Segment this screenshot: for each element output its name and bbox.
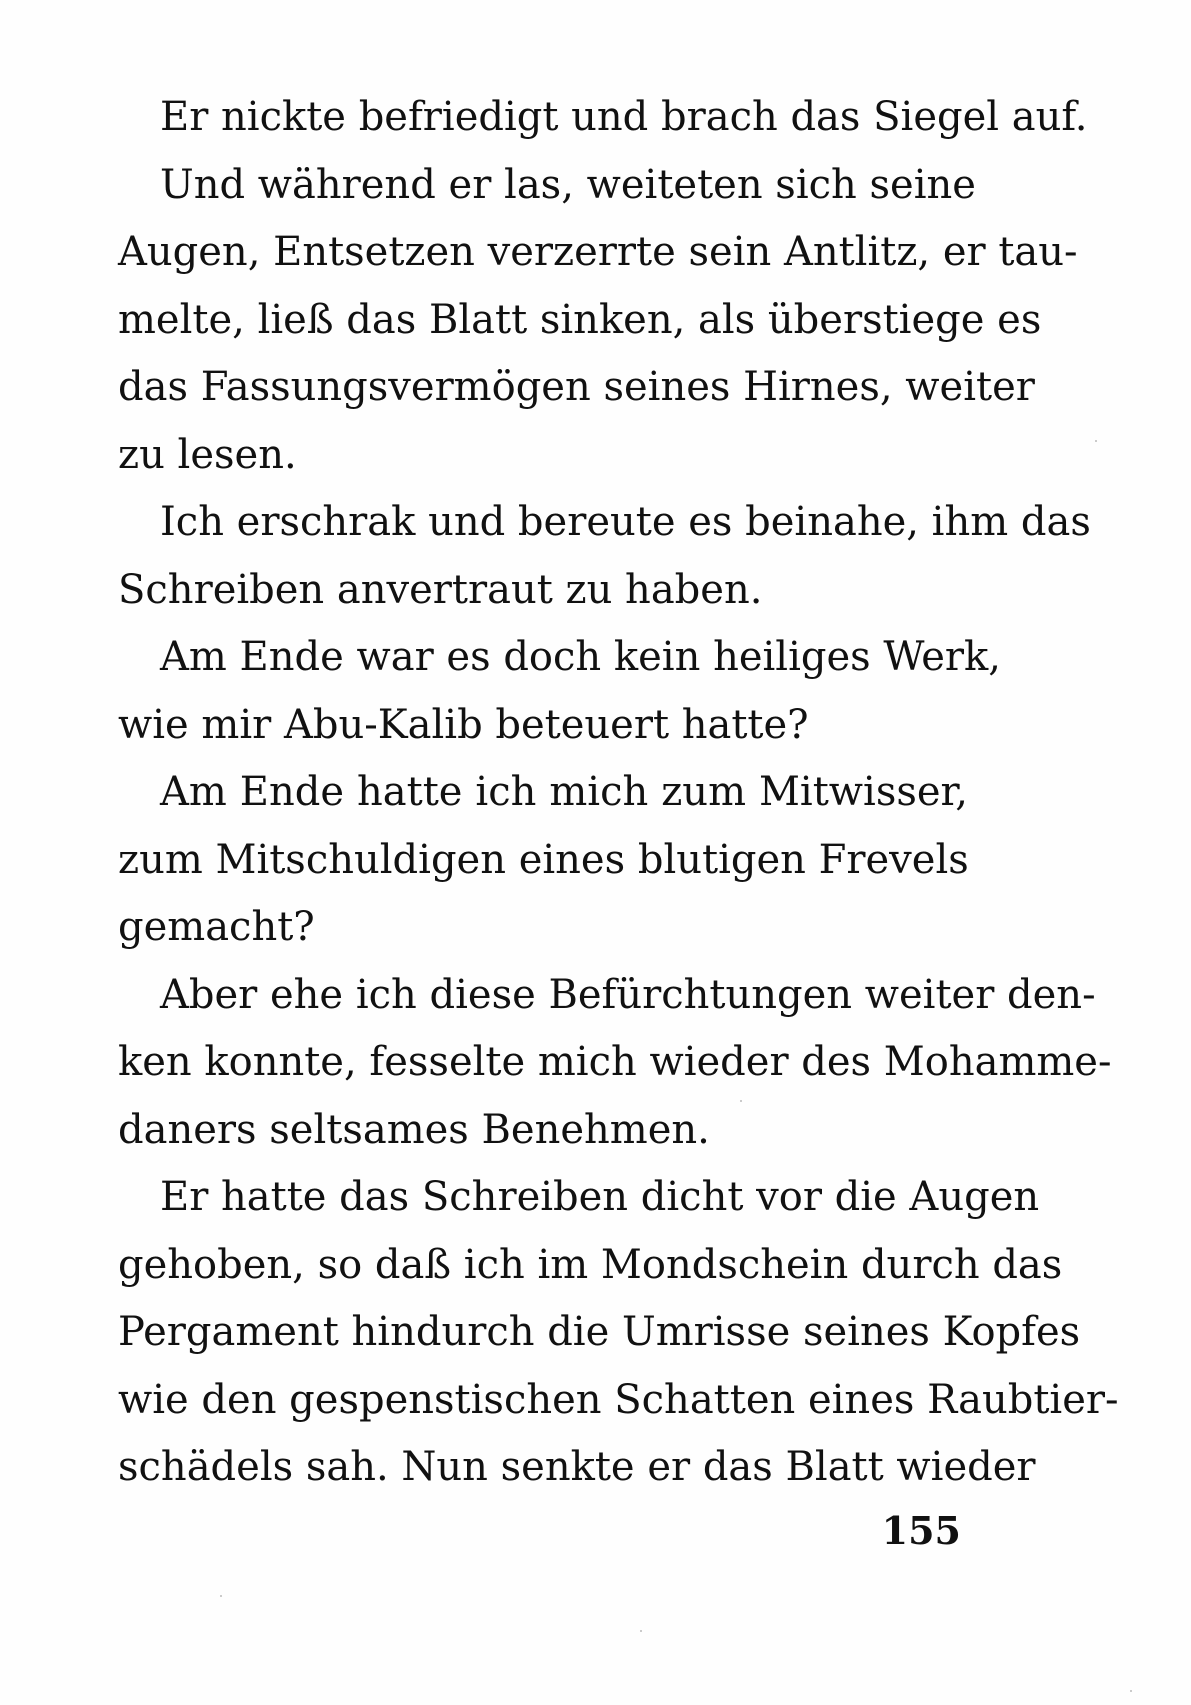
text-line: wie mir Abu-Kalib beteuert hatte? (118, 701, 809, 748)
paper-speck (1130, 1690, 1132, 1692)
page-number: 155 (881, 1508, 961, 1553)
text-line: Augen, Entsetzen verzerrte sein Antlitz, er tau- (118, 229, 1078, 275)
text-line: Am Ende war es doch kein heiliges Werk, (160, 634, 1001, 680)
paper-speck (740, 1100, 742, 1102)
text-line: Ich erschrak und bereute es beinahe, ihm das (160, 499, 1091, 545)
paper-speck (1095, 440, 1097, 442)
paper-speck (640, 1630, 642, 1632)
text-line: melte, ließ das Blatt sinken, als überstiege es (118, 296, 1042, 343)
text-line: zu lesen. (118, 431, 297, 478)
text-line: Er hatte das Schreiben dicht vor die Augen (160, 1174, 1040, 1220)
body-text (118, 84, 1119, 1502)
text-line: das Fassungsvermögen seines Hirnes, weiter (118, 364, 1035, 410)
text-line: Schreiben anvertraut zu haben. (118, 566, 763, 613)
text-line: gehoben, so daß ich im Mondschein durch das (118, 1241, 1063, 1288)
paper-speck (220, 1595, 222, 1597)
text-line: schädels sah. Nun senkte er das Blatt wieder (118, 1444, 1036, 1490)
text-line: ken konnte, fesselte mich wieder des Mohamme- (118, 1039, 1112, 1085)
text-line: wie den gespenstischen Schatten eines Raubtier- (118, 1376, 1119, 1423)
text-line: gemacht? (118, 904, 315, 950)
text-line: Und während er las, weiteten sich seine (160, 161, 976, 208)
text-line: Er nickte befriedigt und brach das Siegel auf. (160, 94, 1088, 140)
text-line: Am Ende hatte ich mich zum Mitwisser, (160, 769, 968, 815)
text-line: Aber ehe ich diese Befürchtungen weiter den- (160, 971, 1096, 1018)
text-line: daners seltsames Benehmen. (118, 1106, 710, 1153)
text-line: zum Mitschuldigen eines blutigen Frevels (118, 836, 969, 883)
text-line: Pergament hindurch die Umrisse seines Kopfes (118, 1309, 1081, 1355)
